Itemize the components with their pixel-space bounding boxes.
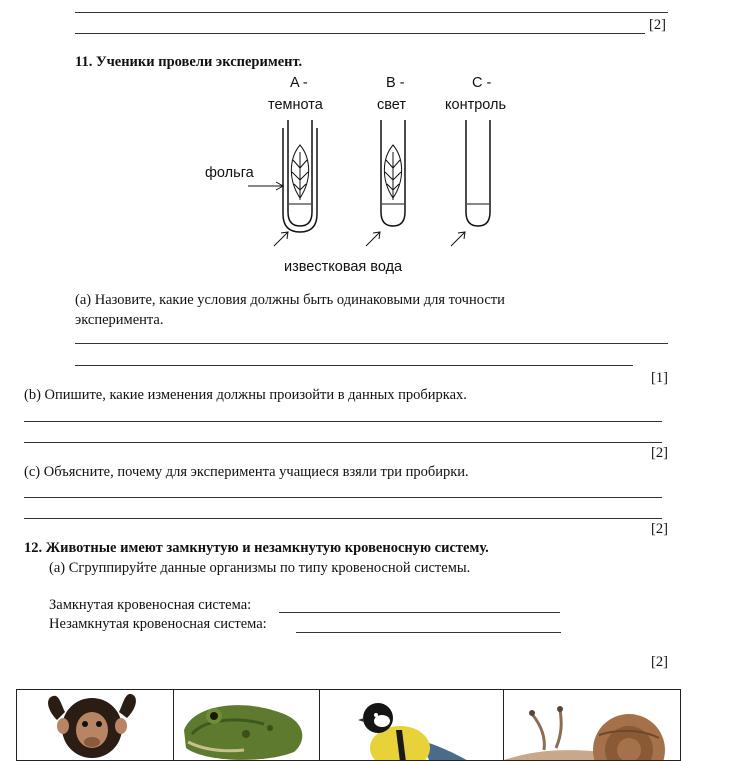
q11-title: 11. Ученики провели эксперимент. xyxy=(75,54,303,70)
limewater-arrow-b xyxy=(366,232,380,246)
q11c-text: (c) Объясните, почему для эксперимента учащиеся взяли три пробирки. xyxy=(24,464,469,480)
open-system-label: Незамкнутая кровеносная система: xyxy=(49,616,267,632)
q11a-text-2: эксперимента. xyxy=(75,312,164,328)
q11a-text-1: (a) Назовите, какие условия должны быть одинаковыми для точности xyxy=(75,292,505,308)
closed-system-label: Замкнутая кровеносная система: xyxy=(49,597,252,613)
tube-c xyxy=(466,120,490,226)
animals-table xyxy=(16,689,681,761)
tube-c-letter: C - xyxy=(472,75,492,91)
answer-line[interactable] xyxy=(24,518,662,519)
mark-q11c: [2] xyxy=(651,521,668,537)
tube-b-letter: B - xyxy=(386,75,405,91)
leaf-a-icon xyxy=(291,145,308,200)
tube-b-label: свет xyxy=(377,97,407,113)
tube-a-label: темнота xyxy=(268,97,323,113)
mark-q12: [2] xyxy=(651,654,668,670)
foil-label: фольга xyxy=(205,165,254,181)
q11b-text: (b) Опишите, какие изменения должны произойти в данных пробирках. xyxy=(24,387,467,403)
limewater-label: известковая вода xyxy=(284,259,403,275)
open-system-answer-line[interactable] xyxy=(296,632,561,633)
answer-line[interactable] xyxy=(24,497,662,498)
mark-top: [2] xyxy=(649,17,666,33)
closed-system-answer-line[interactable] xyxy=(279,612,560,613)
q12a-text: (a) Сгруппируйте данные организмы по типу кровеносной системы. xyxy=(49,560,471,576)
answer-line[interactable] xyxy=(24,421,662,422)
limewater-arrow-a xyxy=(274,232,288,246)
answer-line[interactable] xyxy=(24,442,662,443)
leaf-b-icon xyxy=(384,145,401,200)
tube-a-letter: A - xyxy=(290,75,308,91)
answer-line[interactable] xyxy=(75,343,668,344)
mark-q11b: [2] xyxy=(651,445,668,461)
limewater-arrow-c xyxy=(451,232,465,246)
answer-line[interactable] xyxy=(75,365,633,366)
test-tubes-diagram xyxy=(0,0,750,300)
q12-title: 12. Животные имеют замкнутую и незамкнутую кровеносную систему. xyxy=(24,540,489,556)
tube-c-label: контроль xyxy=(445,97,507,113)
mark-q11a: [1] xyxy=(651,370,668,386)
